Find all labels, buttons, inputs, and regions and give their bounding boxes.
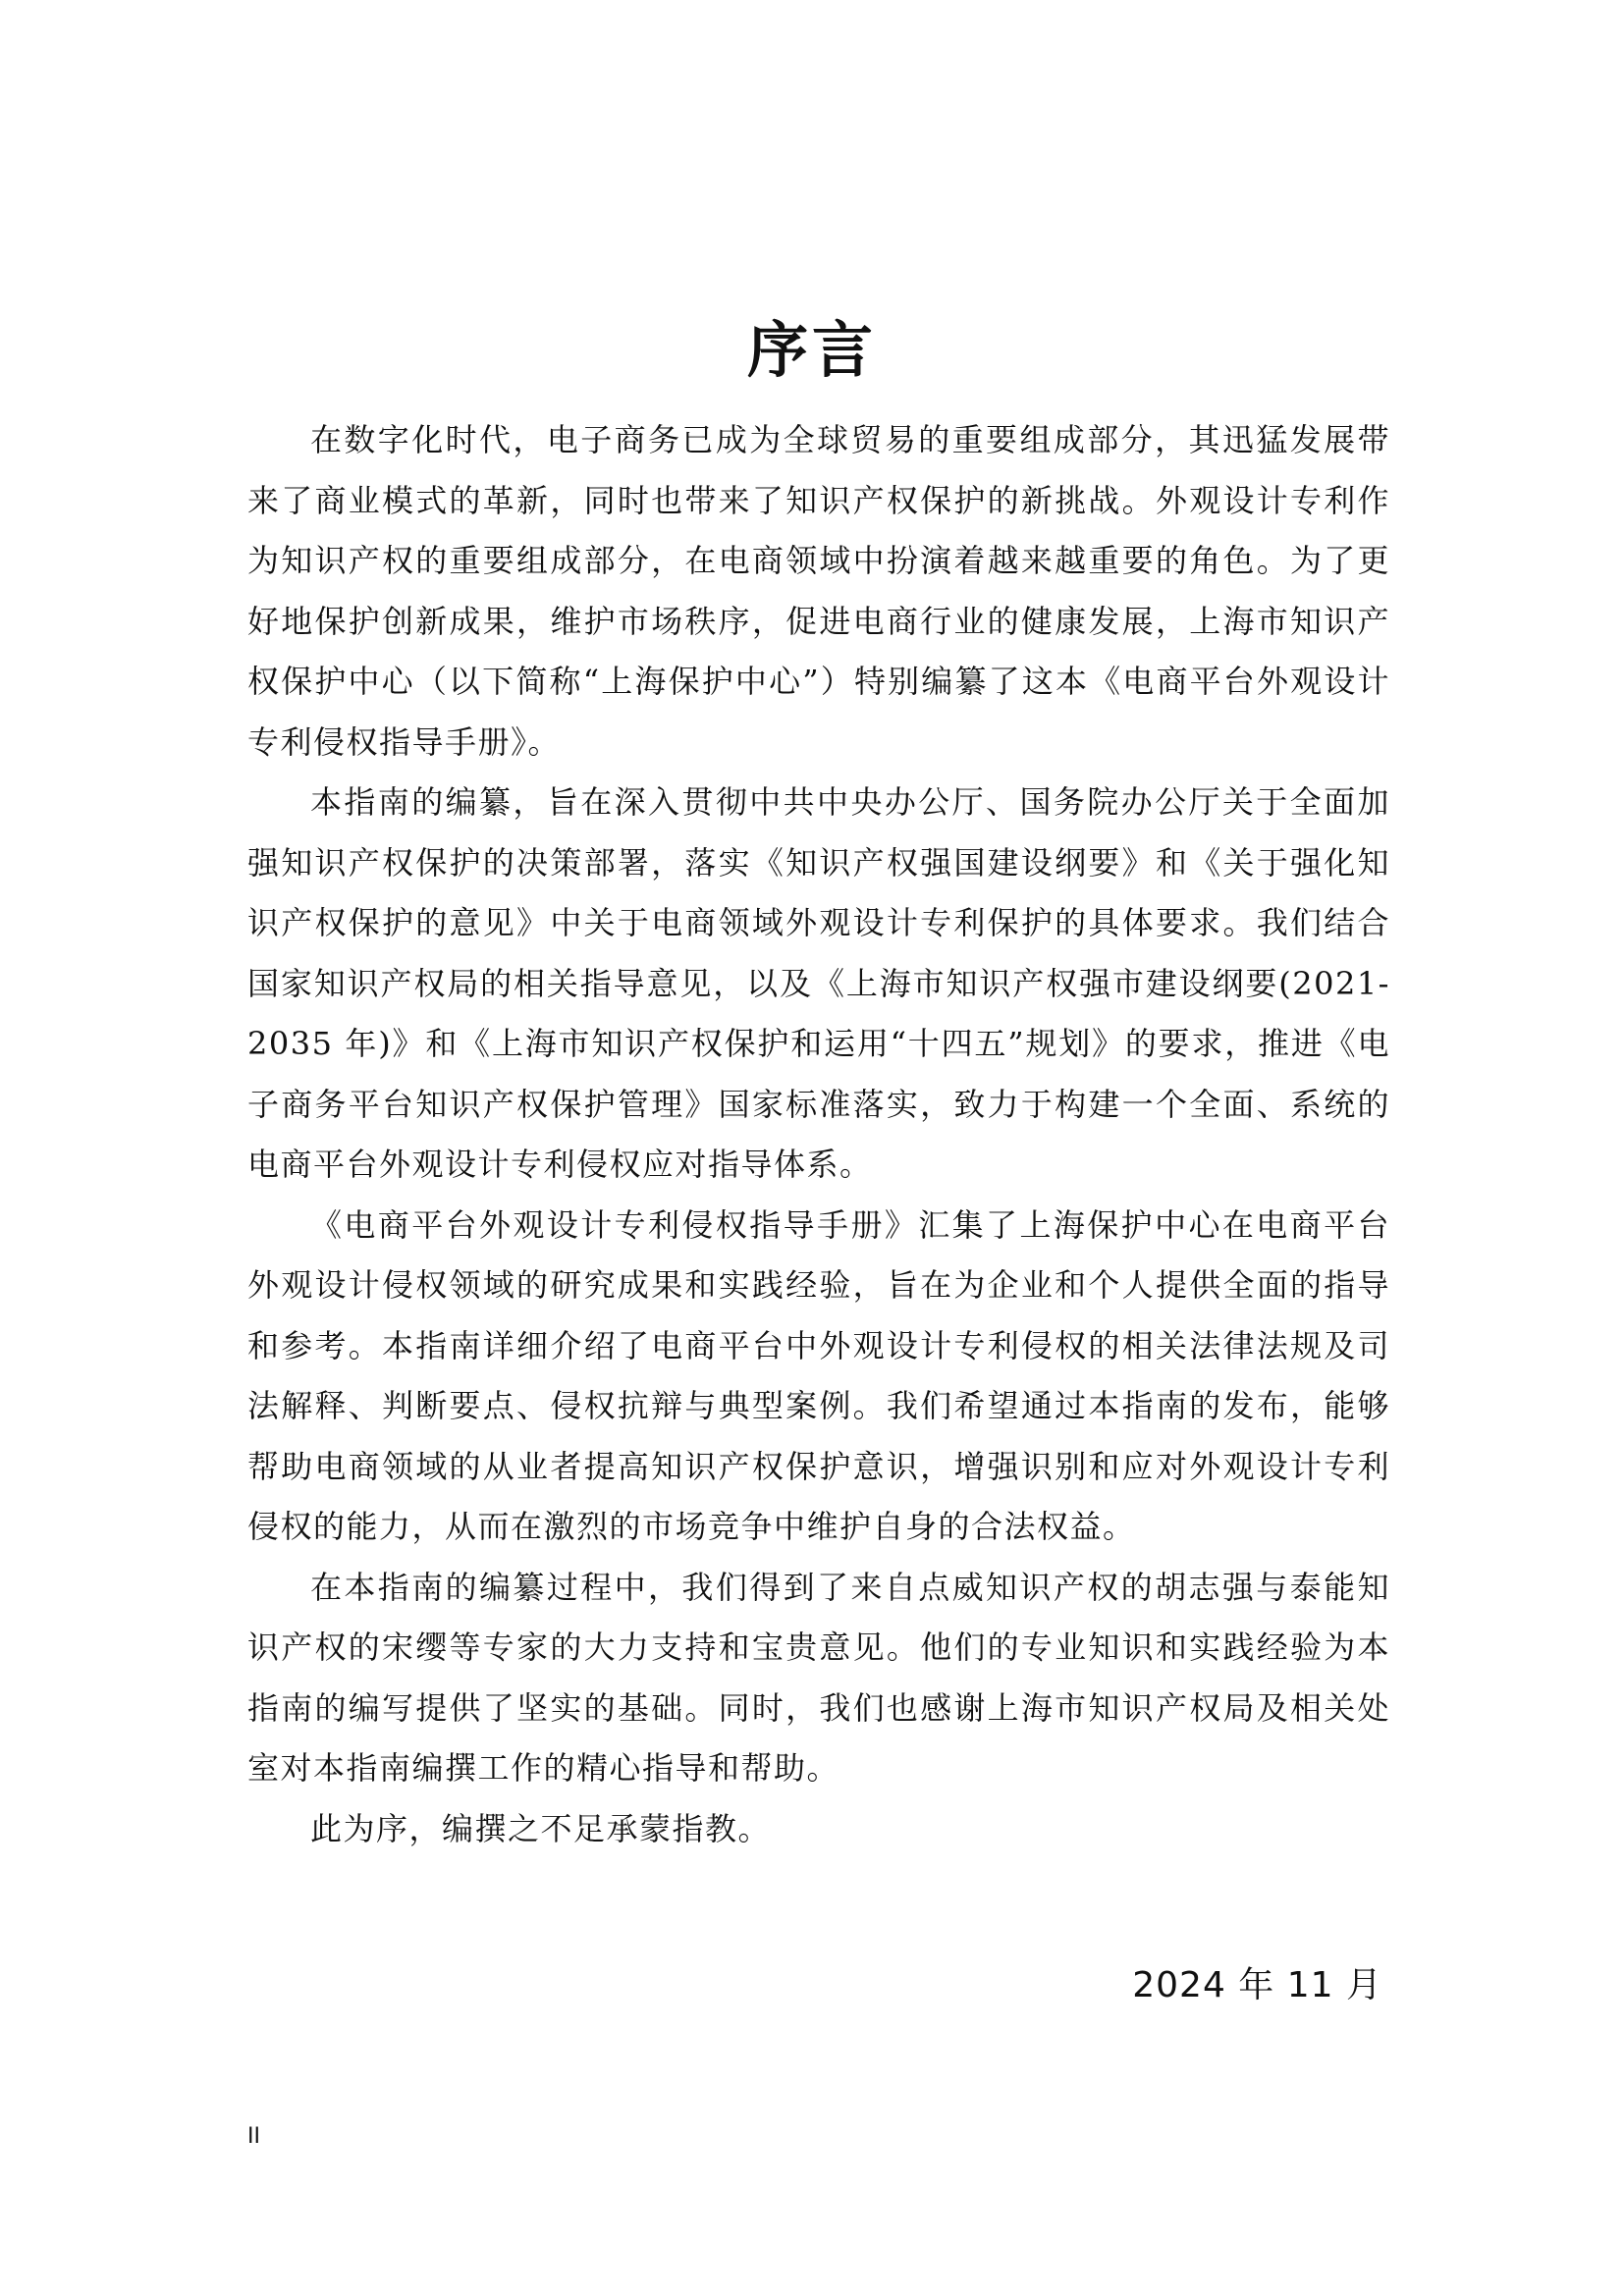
page-number: II — [247, 2124, 260, 2149]
paragraph-3: 《电商平台外观设计专利侵权指导手册》汇集了上海保护中心在电商平台外观设计侵权领域的研究成果和实践经验，旨在为企业和个人提供全面的指导和参考。本指南详细介绍了电商平台中外观设计专利侵权的相关法律法规及司法解释、判断要点、侵权抗辩与典型案例。我们希望通过本指南的发布，能够帮助电商领域的从业者提高知识产权保护意识，增强识别和应对外观设计专利侵权的能力，从而在激烈的市场竞争中维护自身的合法权益。 — [247, 1205, 1390, 1545]
preface-body — [247, 410, 1390, 1859]
date-signature: 2024 年 11 月 — [1132, 1965, 1382, 2005]
paragraph-2: 本指南的编纂，旨在深入贯彻中共中央办公厅、国务院办公厅关于全面加强知识产权保护的决策部署，落实《知识产权强国建设纲要》和《关于强化知识产权保护的意见》中关于电商领域外观设计专利保护的具体要求。我们结合国家知识产权局的相关指导意见，以及《上海市知识产权强市建设纲要(2021-2035 年)》和《上海市知识产权保护和运用“十四五”规划》的要求，推进《电子商务平台知识产权保护管理》国家标准落实，致力于构建一个全面、系统的电商平台外观设计专利侵权应对指导体系。 — [247, 783, 1390, 1183]
paragraph-1: 在数字化时代，电子商务已成为全球贸易的重要组成部分，其迅猛发展带来了商业模式的革新，同时也带来了知识产权保护的新挑战。外观设计专利作为知识产权的重要组成部分，在电商领域中扮演着越来越重要的角色。为了更好地保护创新成果，维护市场秩序，促进电商行业的健康发展，上海市知识产权保护中心（以下简称“上海保护中心”）特别编纂了这本《电商平台外观设计专利侵权指导手册》。 — [247, 421, 1390, 761]
page-title: 序言 — [746, 313, 877, 386]
paragraph-4: 在本指南的编纂过程中，我们得到了来自点威知识产权的胡志强与泰能知识产权的宋缨等专家的大力支持和宝贵意见。他们的专业知识和实践经验为本指南的编写提供了坚实的基础。同时，我们也感谢上海市知识产权局及相关处室对本指南编撰工作的精心指导和帮助。 — [247, 1568, 1390, 1787]
paragraph-5: 此为序，编撰之不足承蒙指教。 — [310, 1809, 772, 1847]
